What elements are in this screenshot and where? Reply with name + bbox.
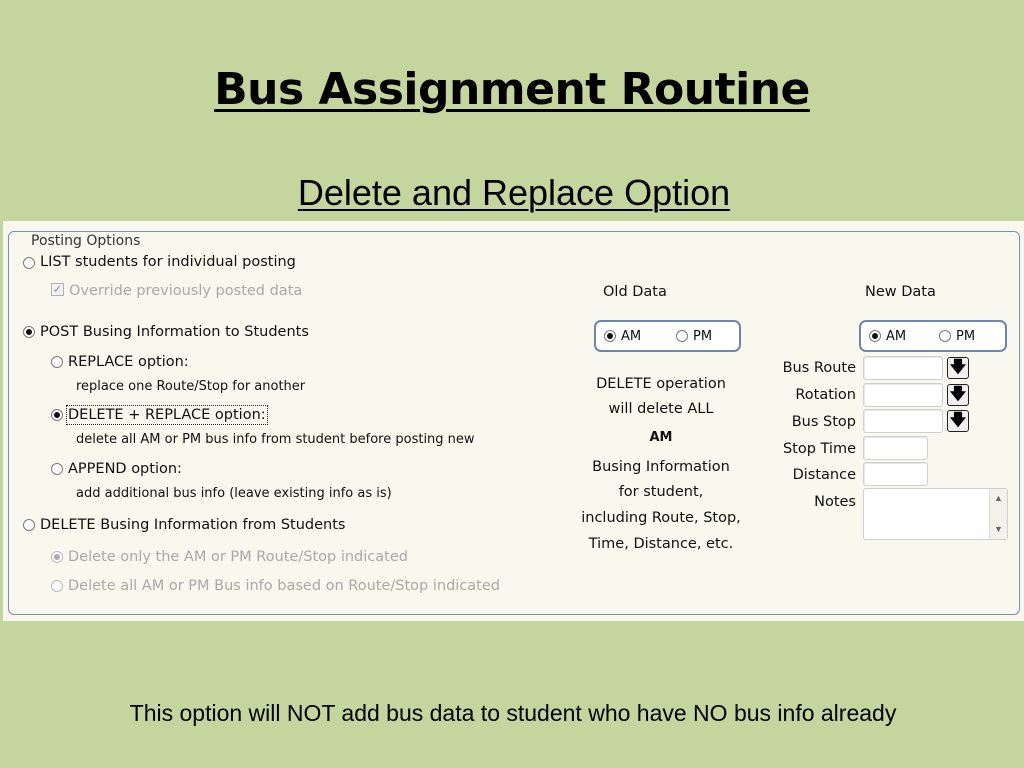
old-data-am-label[interactable]: AM xyxy=(621,329,642,344)
delete-busing-radio[interactable] xyxy=(23,519,35,531)
override-posted-label[interactable]: Override previously posted data xyxy=(69,283,303,299)
bus-stop-label: Bus Stop xyxy=(791,414,856,430)
bus-route-input[interactable] xyxy=(863,356,943,380)
rotation-dropdown-button[interactable] xyxy=(947,384,969,406)
replace-option-desc: replace one Route/Stop for another xyxy=(76,379,306,394)
old-data-pm-label[interactable]: PM xyxy=(693,329,713,344)
replace-option-label[interactable]: REPLACE option: xyxy=(68,354,189,370)
down-arrow-icon: 🡇 xyxy=(949,386,967,403)
rotation-label: Rotation xyxy=(795,387,856,403)
info-line-6: including Route, Stop, xyxy=(581,510,741,526)
delete-replace-option-label[interactable]: DELETE + REPLACE option: xyxy=(68,407,266,423)
override-posted-checkbox[interactable]: ✓ xyxy=(52,282,63,296)
list-students-radio[interactable] xyxy=(23,257,35,269)
append-option-desc: add additional bus info (leave existing info as is) xyxy=(76,486,392,501)
old-data-ampm-group xyxy=(594,320,741,352)
delete-all-radio[interactable] xyxy=(51,580,63,592)
post-busing-label[interactable]: POST Busing Information to Students xyxy=(40,324,309,340)
new-data-am-radio[interactable] xyxy=(869,330,881,342)
bus-route-dropdown-button[interactable] xyxy=(947,357,969,379)
delete-busing-label[interactable]: DELETE Busing Information from Students xyxy=(40,517,346,533)
bus-stop-input[interactable] xyxy=(863,409,943,433)
notes-scrollbar[interactable] xyxy=(989,489,1007,539)
new-data-ampm-group xyxy=(859,320,1007,352)
post-busing-radio[interactable] xyxy=(23,326,35,338)
old-data-heading: Old Data xyxy=(603,284,667,300)
info-line-5: for student, xyxy=(618,484,704,500)
append-option-label[interactable]: APPEND option: xyxy=(68,461,182,477)
down-arrow-icon: 🡇 xyxy=(949,359,967,376)
list-students-label[interactable]: LIST students for individual posting xyxy=(40,254,296,270)
delete-replace-option-radio[interactable] xyxy=(51,409,63,421)
stop-time-input[interactable] xyxy=(863,436,928,460)
distance-input[interactable] xyxy=(863,462,928,486)
posting-options-screen xyxy=(3,221,1024,621)
notes-textarea[interactable] xyxy=(863,488,1008,540)
notes-label: Notes xyxy=(814,494,856,510)
distance-label: Distance xyxy=(792,467,856,483)
info-line-2: will delete ALL xyxy=(608,401,714,417)
delete-only-label[interactable]: Delete only the AM or PM Route/Stop indicated xyxy=(68,549,408,565)
scroll-up-icon[interactable]: ▲ xyxy=(994,493,1003,503)
old-data-pm-radio[interactable] xyxy=(676,330,688,342)
bus-route-label: Bus Route xyxy=(782,360,856,376)
posting-options-legend: Posting Options xyxy=(27,233,144,249)
info-line-7: Time, Distance, etc. xyxy=(588,536,734,552)
delete-replace-option-desc: delete all AM or PM bus info from student before posting new xyxy=(76,432,475,447)
down-arrow-icon: 🡇 xyxy=(949,412,967,429)
append-option-radio[interactable] xyxy=(51,463,63,475)
info-line-4: Busing Information xyxy=(592,459,730,475)
stop-time-label: Stop Time xyxy=(782,441,856,457)
new-data-am-label[interactable]: AM xyxy=(886,329,907,344)
bus-stop-dropdown-button[interactable] xyxy=(947,410,969,432)
new-data-pm-radio[interactable] xyxy=(939,330,951,342)
scroll-down-icon[interactable]: ▼ xyxy=(994,524,1003,534)
delete-all-label[interactable]: Delete all AM or PM Bus info based on Route/Stop indicated xyxy=(68,578,500,594)
footer-note: This option will NOT add bus data to student who have NO bus info already xyxy=(129,700,897,726)
slide-title: Bus Assignment Routine xyxy=(214,64,810,115)
new-data-pm-label[interactable]: PM xyxy=(956,329,976,344)
rotation-input[interactable] xyxy=(863,383,943,407)
new-data-heading: New Data xyxy=(865,284,936,300)
delete-only-radio[interactable] xyxy=(51,551,63,563)
info-line-am: AM xyxy=(649,430,673,445)
info-line-1: DELETE operation xyxy=(596,376,726,392)
replace-option-radio[interactable] xyxy=(51,356,63,368)
slide-subtitle: Delete and Replace Option xyxy=(297,172,731,213)
old-data-am-radio[interactable] xyxy=(604,330,616,342)
